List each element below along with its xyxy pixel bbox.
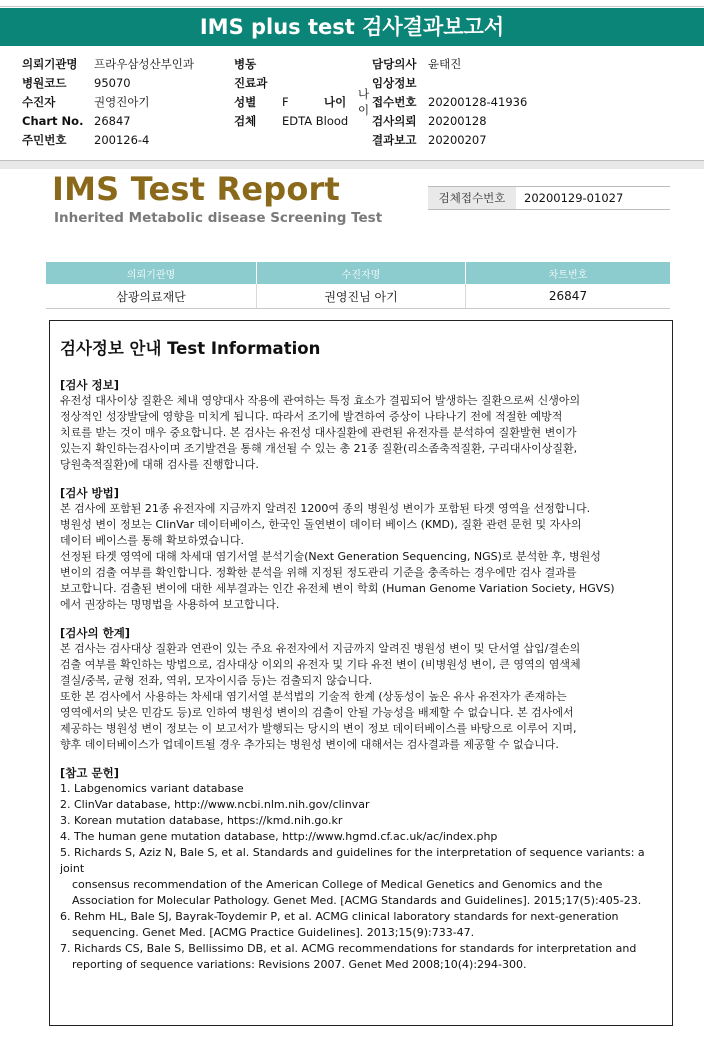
info-value: 26847 [94, 113, 131, 128]
section-divider [0, 160, 704, 169]
info-label: Chart No. [22, 113, 84, 128]
text-line: 있는지 확인하는검사이며 조기발견을 통해 개선될 수 있는 총 21종 질환(리소좀축적질환, 구리대사이상질환, [60, 442, 578, 455]
table-cell: 26847 [466, 284, 671, 309]
text-line: 보고합니다. 검출된 변이에 대한 세부결과는 인간 유전체 변이 학회 (Human Genome Variation Society, HGVS) [60, 582, 615, 595]
references-heading: [참고 문헌] [60, 766, 119, 780]
info-value: 20200128-41936 [428, 94, 528, 109]
info-label: 의뢰기관명 [22, 56, 78, 71]
test-information-title: 검사정보 안내 Test Information [60, 339, 321, 358]
info-label: 진료과 [234, 75, 268, 90]
text-line: 치료를 받는 것이 매우 중요합니다. 본 검사는 유전성 대사질환에 관련된 유전자를 분석하여 질환발현 변이가 [60, 426, 577, 439]
section-heading: [검사의 한계] [60, 626, 131, 640]
info-label: 병원코드 [22, 75, 67, 90]
info-row [22, 130, 692, 149]
text-line: 본 검사는 검사대상 질환과 연관이 있는 주요 유전자에서 지금까지 알려진 병원성 변이 및 단서열 삽입/결손의 [60, 642, 581, 655]
info-value: EDTA Blood [282, 113, 349, 128]
info-value: 200126-4 [94, 132, 150, 147]
section-heading: [검사 정보] [60, 378, 119, 392]
info-label: 임상정보 [372, 75, 417, 90]
section-body [60, 393, 662, 473]
info-value: F [282, 94, 289, 109]
info-value: 권영진아기 [94, 94, 150, 109]
text-line: 검출 여부를 확인하는 방법으로, 검사대상 이외의 유전자 및 기타 유전 변이 (비병원성 변이, 큰 영역의 염색체 [60, 658, 581, 671]
text-line: 병원성 변이 정보는 ClinVar 데이터베이스, 한국인 돌연변이 데이터 베이스 (KMD), 질환 관련 문헌 및 자사의 [60, 518, 582, 531]
info-label: 결과보고 [372, 132, 417, 147]
text-line: 선정된 타겟 영역에 대해 차세대 염기서열 분석기술(Next Generation Sequencing, NGS)로 분석한 후, 병원성 [60, 550, 601, 563]
top-border [0, 0, 704, 7]
specimen-number-label: 검체접수번호 [428, 187, 516, 209]
column-header: 차트번호 [466, 262, 671, 284]
section-body [60, 501, 662, 613]
text-line: 또한 본 검사에서 사용하는 차세대 염기서열 분석법의 기술적 한계 (상동성이 높은 유사 유전자가 존재하는 [60, 690, 567, 703]
info-label: 나이 [324, 94, 347, 109]
info-value: 윤태진 [428, 56, 462, 71]
table-row [46, 284, 670, 309]
patient-summary-table [46, 262, 670, 309]
text-line: 유전성 대사이상 질환은 체내 영양대사 작용에 관여하는 특정 효소가 결핍되어 발생하는 질환으로써 신생아의 [60, 394, 581, 407]
info-value: 20200207 [428, 132, 487, 147]
text-line: 영역에서의 낮은 민감도 등)로 인하여 병원성 변이의 검출이 안될 가능성을 배제할 수 없습니다. 본 검사에서 [60, 706, 574, 719]
info-value: 나이 [358, 86, 370, 117]
reference-line: 3. Korean mutation database, https://kmd.nih.go.kr [60, 814, 343, 827]
info-value: 20200128 [428, 113, 487, 128]
info-value: 95070 [94, 75, 131, 90]
text-line: 정상적인 성장발달에 영향을 미치게 됩니다. 따라서 조기에 발견하여 증상이 나타나기 전에 적절한 예방적 [60, 410, 563, 423]
reference-line: 6. Rehm HL, Bale SJ, Bayrak-Toydemir P, et al. ACMG clinical laboratory standards for next-generation [60, 910, 619, 923]
report-header: IMS plus test 검사결과보고서 [0, 8, 704, 46]
reference-line: reporting of sequence variations: Revisions 2007. Genet Med 2008;10(4):294-300. [72, 958, 527, 971]
text-line: 결실/중복, 균형 전좌, 역위, 모자이시즘 등)는 검출되지 않습니다. [60, 674, 373, 687]
table-header-row [46, 262, 670, 284]
info-row [22, 86, 692, 117]
info-label: 담당의사 [372, 56, 417, 71]
specimen-number-value: 20200129-01027 [524, 191, 624, 205]
text-line: 데이터 베이스를 통해 확보하였습니다. [60, 534, 245, 547]
info-row [22, 73, 692, 92]
reference-line: 1. Labgenomics variant database [60, 782, 244, 795]
section-heading: [검사 방법] [60, 486, 119, 500]
reference-line: consensus recommendation of the American College of Medical Genetics and Genomics and the [72, 878, 603, 891]
test-information-box [49, 320, 673, 1026]
info-label: 접수번호 [372, 94, 417, 109]
text-line: 향후 데이터베이스가 업데이트될 경우 추가되는 병원성 변이에 대해서는 검사결과를 제공할 수 없습니다. [60, 738, 559, 751]
section-body [60, 641, 662, 753]
reference-line: 4. The human gene mutation database, http://www.hgmd.cf.ac.uk/ac/index.php [60, 830, 498, 843]
text-line: 에서 권장하는 명명법을 사용하여 보고합니다. [60, 598, 280, 611]
text-line: 당원축적질환)에 대해 검사를 진행합니다. [60, 458, 259, 471]
references-list [60, 781, 662, 973]
report-subtitle: Inherited Metabolic disease Screening Test [54, 210, 383, 226]
reference-line: 7. Richards CS, Bale S, Bellissimo DB, et al. ACMG recommendations for standards for interpretation and [60, 942, 637, 955]
column-header: 수진자명 [257, 262, 466, 284]
info-label: 검체 [234, 113, 257, 128]
report-title: IMS Test Report [52, 170, 341, 208]
info-label: 검사의뢰 [372, 113, 417, 128]
table-cell: 권영진님 아기 [257, 284, 466, 309]
info-row [22, 111, 692, 130]
text-line: 본 검사에 포함된 21종 유전자에 지금까지 알려진 1200여 종의 병원성 변이가 포함된 타겟 영역을 선정합니다. [60, 502, 591, 515]
text-line: 제공하는 병원성 변이 정보는 이 보고서가 발행되는 당시의 변이 정보 데이터베이스를 바탕으로 이루어 지며, [60, 722, 577, 735]
reference-line: 2. ClinVar database, http://www.ncbi.nlm.nih.gov/clinvar [60, 798, 370, 811]
info-value: 프라우삼성산부인과 [94, 56, 194, 71]
info-label: 수진자 [22, 94, 56, 109]
reference-line: 5. Richards S, Aziz N, Bale S, et al. Standards and guidelines for the interpretation of sequence variants: a joint [60, 846, 645, 875]
info-label: 성별 [234, 94, 257, 109]
info-label: 주민번호 [22, 132, 67, 147]
column-header: 의뢰기관명 [46, 262, 257, 284]
info-row [22, 54, 692, 73]
table-cell: 삼광의료재단 [46, 284, 257, 309]
text-line: 변이의 검출 여부를 확인합니다. 정확한 분석을 위해 지정된 정도관리 기준을 충족하는 경우에만 검사 결과를 [60, 566, 577, 579]
reference-line: sequencing. Genet Med. [ACMG Practice Guidelines]. 2013;15(9):733-47. [72, 926, 475, 939]
info-label: 병동 [234, 56, 257, 71]
specimen-number-box [428, 186, 670, 210]
reference-line: Association for Molecular Pathology. Genet Med. [ACMG Standards and Guidelines]. 2015;17(5):405-23. [72, 894, 642, 907]
patient-info-grid [22, 54, 692, 149]
